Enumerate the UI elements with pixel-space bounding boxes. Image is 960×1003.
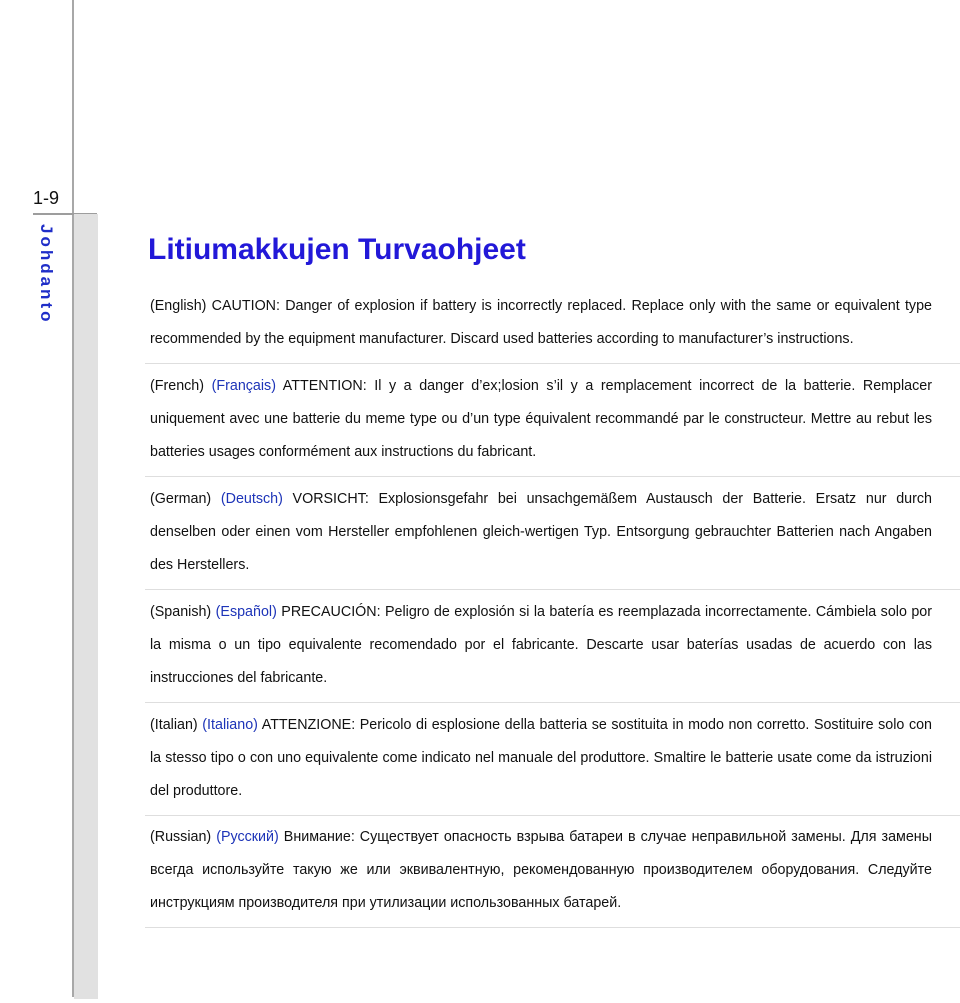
chapter-label: Johdanto <box>37 224 56 325</box>
section-spanish <box>150 596 932 695</box>
section-divider <box>145 476 960 477</box>
warning-text: ATTENZIONE: Pericolo di esplosione della batteria se sostituita in modo non corretto. Sostituire solo con la stesso tipo o con uno equivalente come indicato nel manuale del produttore. Smaltire le batterie usate come da istruzioni del produttore. <box>150 717 932 799</box>
language-label: (German) <box>150 491 212 507</box>
language-label: (French) <box>150 378 205 394</box>
language-label: (Italian) <box>150 717 198 733</box>
section-italian <box>150 709 932 808</box>
section-divider <box>145 589 960 590</box>
section-russian <box>150 821 932 920</box>
section-german <box>150 483 932 582</box>
page-title: Litiumakkujen Turvaohjeet <box>148 233 526 266</box>
section-divider <box>145 927 960 928</box>
native-language-label: (Français) <box>211 378 276 394</box>
warning-text: CAUTION: Danger of explosion if battery is incorrectly replaced. Replace only with the same or equivalent type recommended by the equipment manufacturer. Discard used batteries according to manufacturer’s instructions. <box>150 298 932 347</box>
language-label: (Spanish) <box>150 604 212 620</box>
warning-text: ATTENTION: Il y a danger d’ex;losion s’il y a remplacement incorrect de la batterie. Remplacer uniquement avec une batterie du meme type ou d’un type équivalent recommandé par le constructeur. Mettre au rebut les batteries usages conformément aux instructions du fabricant. <box>150 378 932 460</box>
section-tab <box>74 214 98 999</box>
warning-text: PRECAUCIÓN: Peligro de explosión si la batería es reemplazada incorrectamente. Cámbiela solo por la misma o un tipo equivalente recomendado por el fabricante. Descarte usar baterías usadas de acuerdo con las instrucciones del fabricante. <box>150 604 932 686</box>
section-french <box>150 370 932 469</box>
language-label: (English) <box>150 298 207 314</box>
page-number: 1-9 <box>33 188 60 208</box>
language-label: (Russian) <box>150 829 212 845</box>
section-divider <box>145 363 960 364</box>
native-language-label: (Español) <box>215 604 277 620</box>
section-divider <box>145 702 960 703</box>
native-language-label: (Deutsch) <box>220 491 283 507</box>
section-divider <box>145 815 960 816</box>
section-english <box>150 290 932 356</box>
warning-text: VORSICHT: Explosionsgefahr bei unsachgemäßem Austausch der Batterie. Ersatz nur durch denselben oder einen vom Hersteller empfohlenen gleich-wertigen Typ. Entsorgung gebrauchter Batterien nach Angaben des Herstellers. <box>150 491 932 573</box>
native-language-label: (Italiano) <box>202 717 258 733</box>
warning-text: Внимание: Существует опасность взрыва батареи в случае неправильной замены. Для замены всегда используйте такую же или эквивалентную, рекомендованную производителем оборудования. Следуйте инструкциям производителя при утилизации использованных батарей. <box>150 829 932 911</box>
native-language-label: (Русский) <box>216 829 279 845</box>
